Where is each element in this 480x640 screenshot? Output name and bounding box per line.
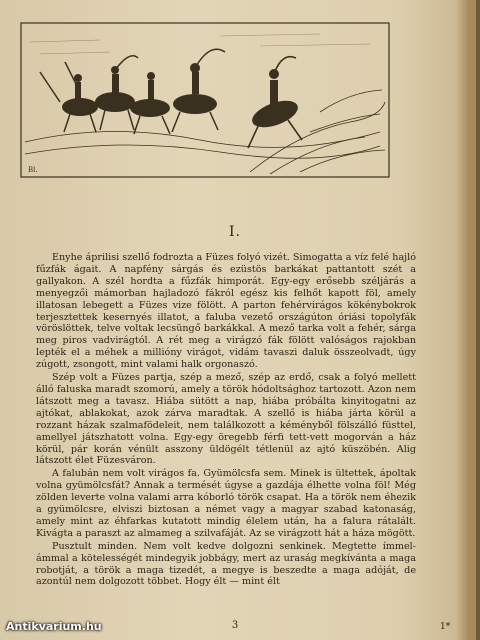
watermark: Antikvarium.hu bbox=[6, 620, 102, 633]
paragraph: A falubán nem volt virágos fa. Gyümölcsfa sem. Minek is ültettek, ápoltak volna gyümölcsfát? Annak a termését úgyse a gazdája élhette volna föl! Még zölden leverte volna valami arra kóborló török csapat. Ha a török nem éhezik a gyümölcsre, elviszi biztosan a német vagy a magyar szabad katonaság, amely mint az éhfarkas kutatott mindig élelem után, ha a falura rátalált. Kivágta a paraszt az almameg a szilvafáját. Az se virágzott hát a háza mögött. bbox=[36, 468, 416, 539]
paragraph: Szép volt a Füzes partja, szép a mező, szép az erdő, csak a folyó mellett álló faluska maradt szomorú, amely a török hódoltsághoz tartozott. Azon nem látszott meg a tavasz. Hiába sütött a nap, hiába próbálta kinyitogatni az ajtókat, ablakokat, azok zárva maradtak. A szellő is hiába járta körül a rozzant házak szalmafödeleit, nem találkozott a kéményből fölszálló füsttel, amellyel játszhatott volna. Egy-egy öregebb férfi tett-vett mogorván a ház körül, pár korán vénült asszony üldögélt tétlenül az ajtó küszöbén. Alig látszott élet Füzesváron. bbox=[36, 372, 416, 467]
page-number: 3 bbox=[231, 620, 239, 631]
illustration-horsemen bbox=[20, 22, 390, 178]
body-text bbox=[36, 252, 416, 588]
svg-text:Bl.: Bl. bbox=[28, 166, 38, 174]
paragraph: Enyhe áprilisi szellő fodrozta a Füzes folyó vizét. Simogatta a víz felé hajló fűzfák ágait. A napfény sárgás és ezüstös barkákat pattantott szét a gallyakon. A szél hordta a fűzfák himporát. Egy-egy erősebb széljárás a menyegzői mámorban hajladozó fákról egész kis felhőt kapott föl, amely illatosan lebegett a Füzes vize fölött. A parton fehérvirágos kökénybokrok terjesztettek kesernyés illatot, a faluba vezető országúton óriási topolyfák vöröslöttek, telve voltak lecsüngő barkákkal. A mező tarka volt a fehér, sárga meg piros vadvirágtól. A rét meg a virágzó fák fölött valóságos rajokban lepték el a méhek a millióny virágot, vidám tavaszi daluk összeolvadt, úgy zúgott, zsongott, mint valami halk orgonaszó. bbox=[36, 252, 416, 371]
page-edge-shadow bbox=[456, 0, 470, 640]
signature-mark: 1* bbox=[440, 622, 451, 632]
chapter-title: I. bbox=[229, 224, 241, 240]
paragraph: Pusztult minden. Nem volt kedve dolgozni senkinek. Megtette ímmel-ámmal a kötelességét mindegyik jobbágy, mert az uraság megkívánta a maga robotját, a török a maga tizedét, a megye is beszedte a maga adóját, de azontúl nem dolgozott többet. Hogy élt — mint élt bbox=[36, 540, 416, 588]
